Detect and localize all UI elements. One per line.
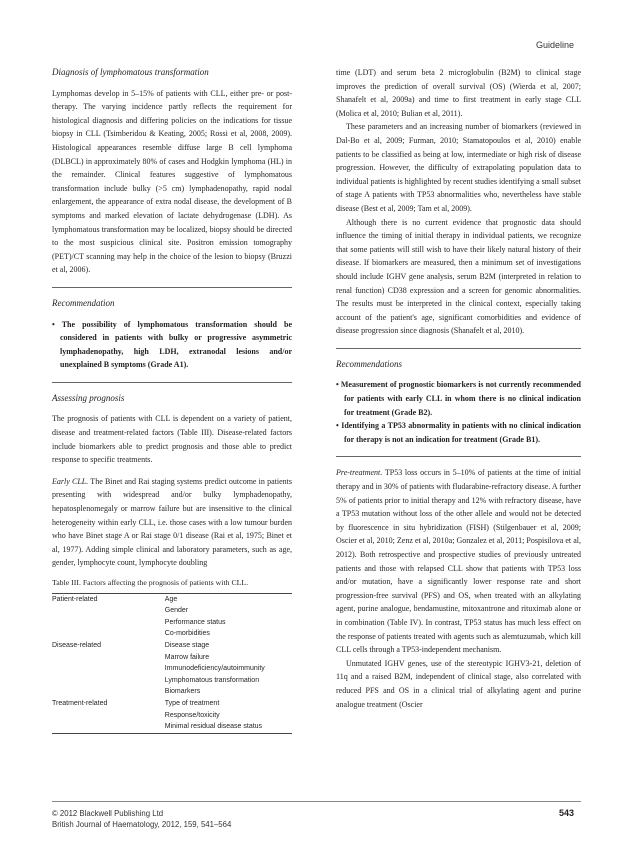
prognosis-factors-table [52,594,292,733]
copyright-notice: © 2012 Blackwell Publishing Ltd [52,809,164,818]
table-cell-factor: Performance status [164,618,226,626]
recommendation-bullet: • The possibility of lymphomatous transformation should be considered in patients with bulky or progressive asymmetric lymphadenopathy, high LDH, extranodal lesions and/or unexplained B symptoms (Grade A1). [52,319,292,370]
paragraph-early-cll-text: The Binet and Rai staging systems predict outcome in patients presenting with widespread and/or bulky lymphadenopathy, hepatosplenomegaly or marrow failure but are insensitive to the clinical heterogeneity within early CLL, i.e. those cases with a low tumour burden who have Binet stage A or Rai stage 0/1 disease (Rai et al, 1975; Binet et al, 1977). Adding simple clinical and laboratory parameters, such as age, gender, lymphocyte count, lymphocyte doubling [52,476,293,568]
section-divider [336,456,581,457]
right-column [336,66,581,711]
table-row [52,663,292,675]
section-heading-lymphomatous-transformation: Diagnosis of lymphomatous transformation [52,67,209,77]
table-cell-category [52,628,165,640]
table-cell-factor: Gender [164,607,189,615]
table-row [52,628,292,640]
paragraph-unmutated-ighv: Unmutated IGHV genes, use of the stereotypic IGHV3-21, deletion of 11q and a raised B2M, independent of clinical stage, also correlated with reduced PFS and OS in a clinical trial of alkylating agent and purine analogue treatment (Oscier [336,658,581,709]
paragraph-pre-treatment [336,466,581,656]
table-cell-factor: Response/toxicity [164,711,220,719]
table-cell-category [52,605,165,617]
section-heading-recommendation: Recommendation [52,297,115,308]
table-cell-category: Disease-related [52,641,102,649]
table-cell-category [52,663,165,675]
table-cell-factor: Type of treatment [164,699,220,707]
table-row [52,617,292,629]
paragraph-ldt-b2m: time (LDT) and serum beta 2 microglobulin (B2M) to clinical stage improves the prediction of overall survival (OS) (Wierda et al, 2007; Shanafelt et al, 2009a) and time to first treatment in early stage CLL (Molica et al, 2010; Bulian et al, 2011). [336,68,581,118]
table-bottom-rule [52,733,292,734]
journal-citation: British Journal of Haematology, 2012, 159, 541–564 [52,820,232,829]
table-row [52,710,292,722]
table-cell-category [52,686,165,698]
footer-left [52,808,231,830]
table-row [52,675,292,687]
paragraph-prognostic-data: Although there is no current evidence that prognostic data should influence the timing of initial therapy in individual patients, we recognize that some patients will still wish to have their likely natural history of their disease. If biomarkers are measured, then a minimum set of investigations should include IGHV gene analysis, serum B2M (interpreted in relation to renal function) CD38 expression and a screen for genomic abnormalities. The results must be interpreted in the clinical context, especially taking account of the patient's age, significant comorbidities and evidence of disease progression since diagnosis (Shanafelt et al, 2010). [336,217,581,336]
table-row [52,721,292,733]
table-row [52,640,292,652]
run-in-heading-early-cll: Early CLL. [52,476,89,486]
table-cell-category [52,652,165,664]
table-caption: Table III. Factors affecting the prognosis of patients with CLL. [52,578,249,587]
section-divider [336,348,581,349]
table-cell-category: Treatment-related [52,699,108,707]
table-cell-factor: Co-morbidities [164,630,210,638]
table-cell-category [52,710,165,722]
table-row [52,698,292,710]
table-cell-category [52,617,165,629]
table-cell-factor: Minimal residual disease status [164,723,263,731]
table-cell-factor: Immunodeficiency/autoimmunity [164,665,265,673]
paragraph-early-cll [52,475,292,570]
section-divider [52,287,292,288]
table-row [52,686,292,698]
table-row [52,594,292,606]
table-cell-category [52,675,165,687]
table-row [52,652,292,664]
table-iii [52,576,292,734]
page-number: 543 [558,808,574,818]
recommendation-bullet-1: • Measurement of prognostic biomarkers is not currently recommended for patients with early CLL in whom there is no clinical indication for treatment (Grade B2). [336,380,581,417]
run-in-heading-pre-treatment: Pre-treatment. [336,468,383,478]
table-cell-category [52,721,165,733]
paragraph-assessing-prognosis: The prognosis of patients with CLL is dependent on a variety of patient, disease and treatment-related factors (Table III). Disease-related factors include biomarkers able to predict prognosis and those able to predict response to specific treatments. [52,414,292,465]
paragraph-lymphomatous-transformation: Lymphomas develop in 5–15% of patients with CLL, either pre- or post-therapy. The varying incidence partly reflects the requirement for histological diagnosis and differing policies on the indications for tissue biopsy in CLL (Tsimberidou & Keating, 2005; Rossi et al, 2008, 2009). Histological appearances resemble diffuse large B cell lymphoma (DLBCL) in approximately 80% of cases and Hodgkin lymphoma (HL) in the remainder. Clinical features suggestive of lymphomatous transformation include bulky (>5 cm) lymphadenopathy, rapid nodal enlargement, the appearance of extra nodal disease, the development of B symptoms and marked elevation of lactate dehydrogenase (LDH). As lymphomatous transformation may be localized, biopsy should be directed to the most suspicious clinical site. Positron emission tomography (PET)/CT scanning may help in the choice of the lesion to biopsy (Bruzzi et al, 2006). [52,88,292,275]
paragraph-pre-treatment-text: TP53 loss occurs in 5–10% of patients at the time of initial therapy and in 30% of patients with fludarabine-refractory disease. A further 5% of patients prior to initial therapy and 12% with refractory disease, have a TP53 mutation without loss of the other allele and would not be detected by fluorescence in situ hybridization (FISH) (Stilgenbauer et al, 2009; Oscier et al, 2010; Zenz et al, 2010a; Gonzalez et al, 2011; Pospisilova et al, 2012). Both retrospective and prospective studies of previously untreated patients and those with relapsed CLL show that patients with TP53 loss and/or mutation, have a significantly lower response rate and short progression-free survival (PFS) and OS, when treated with an alkylating agent, purine analogue, bendamustine, mitoxantrone and rituximab alone or in combination (Table IV). In contrast, TP53 status has much less effect on the response of patients treated with agents such as alemtuzumab, which kill CLL cells through a TP53-independent mechanism. [336,468,581,655]
footer-rule [52,801,581,802]
paragraph-biomarkers: These parameters and an increasing number of biomarkers (reviewed in Dal-Bo et al, 2009; Furman, 2010; Stamatopoulos et al, 2010) enable patients to be classified as being at low, intermediate or high risk of disease progression. However, the difficulty of extrapolating population data to individual patients is highlighted by recent studies identifying a small subset of stage A patients with TP53 abnormalities who, nevertheless have stable disease (Best et al, 2009; Tam et al, 2009). [336,122,581,213]
table-cell-factor: Lymphomatous transformation [164,676,260,684]
section-heading-assessing-prognosis: Assessing prognosis [52,392,125,403]
section-divider [52,382,292,383]
recommendation-bullet-2: • Identifying a TP53 abnormality in patients with no clinical indication for therapy is not an indication for treatment (Grade B1). [336,421,581,444]
table-cell-factor: Disease stage [164,641,210,649]
running-head: Guideline [535,40,574,50]
table-cell-factor: Biomarkers [164,688,201,696]
table-cell-factor: Age [164,595,178,603]
table-cell-factor: Marrow failure [164,653,210,661]
section-heading-recommendations: Recommendations [336,358,402,369]
table-cell-category: Patient-related [52,595,98,603]
left-column [52,66,292,734]
table-row [52,605,292,617]
